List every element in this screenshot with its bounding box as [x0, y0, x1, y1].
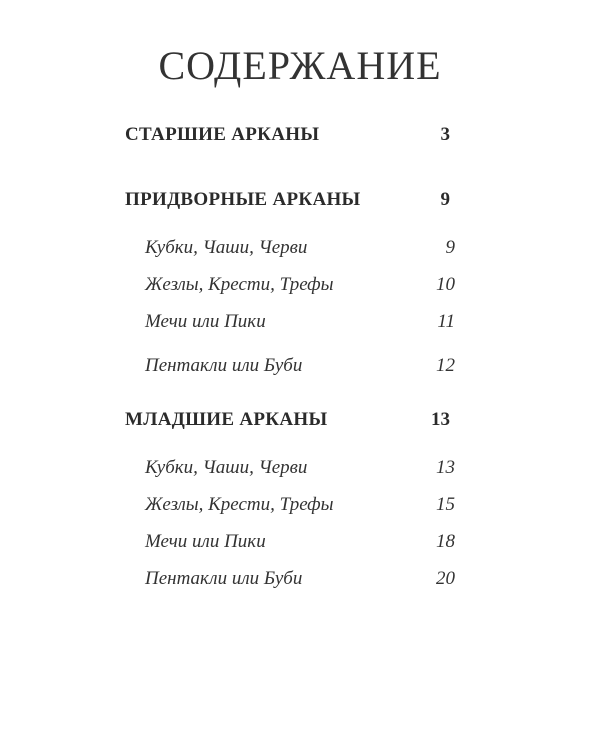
toc-item-label: Мечи или Пики [145, 531, 266, 552]
toc-page-number: 11 [437, 311, 455, 332]
toc-item[interactable] [0, 270, 600, 300]
toc-item[interactable] [0, 564, 600, 594]
page-title: СОДЕРЖАНИЕ [158, 43, 442, 88]
toc-item-label: Пентакли или Буби [145, 355, 303, 376]
toc-item-label: Кубки, Чаши, Черви [145, 457, 308, 478]
toc-page-number: 12 [436, 355, 455, 376]
toc-item[interactable] [0, 233, 600, 263]
toc-item-label: Пентакли или Буби [145, 568, 303, 589]
toc-section-court-arcana[interactable] [0, 185, 600, 215]
toc-page-number: 18 [436, 531, 455, 552]
toc-item-label: Жезлы, Крести, Трефы [145, 494, 334, 515]
toc-page-number: 3 [440, 124, 450, 145]
toc-section-major-arcana[interactable] [0, 120, 600, 150]
toc-section-label: МЛАДШИЕ АРКАНЫ [125, 409, 328, 430]
toc-page-number: 10 [436, 274, 455, 295]
toc-item[interactable] [0, 490, 600, 520]
toc-page-number: 9 [445, 237, 455, 258]
toc-item-label: Жезлы, Крести, Трефы [145, 274, 334, 295]
toc-page-number: 13 [436, 457, 455, 478]
toc-item-label: Мечи или Пики [145, 311, 266, 332]
toc-item[interactable] [0, 453, 600, 483]
toc-section-label: СТАРШИЕ АРКАНЫ [125, 124, 320, 145]
toc-item[interactable] [0, 351, 600, 381]
toc-page-number: 13 [431, 409, 450, 430]
toc-item[interactable] [0, 307, 600, 337]
toc-page-number: 15 [436, 494, 455, 515]
toc-page-number: 9 [440, 189, 450, 210]
toc-section-label: ПРИДВОРНЫЕ АРКАНЫ [125, 189, 361, 210]
toc-item-label: Кубки, Чаши, Черви [145, 237, 308, 258]
toc-item[interactable] [0, 527, 600, 557]
toc-page-number: 20 [436, 568, 455, 589]
toc-section-minor-arcana[interactable] [0, 405, 600, 435]
